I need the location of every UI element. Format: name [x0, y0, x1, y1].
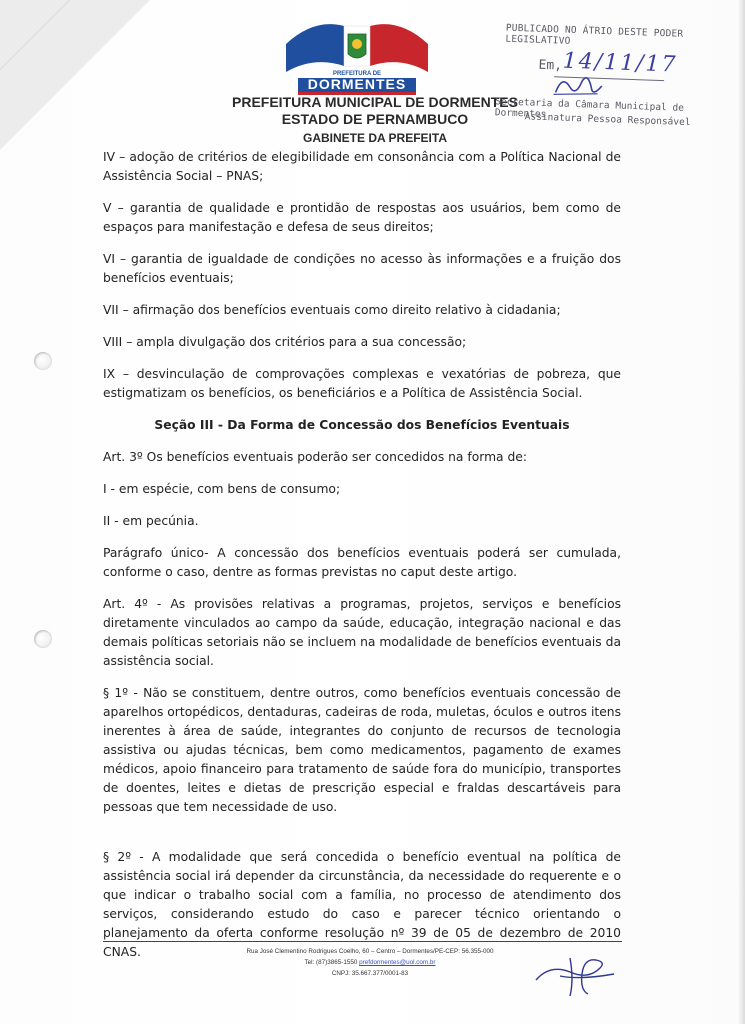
stamp-heading: PUBLICADO NO ÁTRIO DESTE PODER LEGISLATIVO	[505, 22, 684, 47]
municipal-logo	[274, 14, 440, 98]
punch-hole-top	[34, 352, 52, 370]
flag-emblem-icon	[274, 14, 440, 98]
document-body	[103, 148, 621, 975]
spacer	[103, 830, 621, 848]
punch-hole-bottom	[34, 630, 52, 648]
stamp-date-label: Em,	[538, 57, 563, 74]
item-i: I - em espécie, com bens de consumo;	[103, 482, 341, 496]
logo-top-text: PREFEITURA DE	[332, 71, 382, 77]
signature-icon	[530, 950, 620, 1000]
clause-iv: IV – adoção de critérios de elegibilidade em consonância com a Política Nacional de Assistência Social – PNAS;	[103, 150, 621, 183]
footer-phone: Tel: (87)3865-1550	[304, 959, 358, 966]
stamp-handwritten-date: 14/11/17	[562, 48, 678, 78]
page-edge-shadow	[737, 0, 745, 1024]
paragraph-2: § 2º - A modalidade que será concedida o benefício eventual na política de assistência social irá depender da circunstância, da necessidade do requerente e o que indicar o trabalho social com a família, no processo de atendimento dos serviços, considerando estudo do caso e parecer técnico orientando o planejamento da oferta conforme resolução nº 39 de 05 de dezembro de 2010 CNAS.	[103, 850, 621, 959]
paragrafo-unico: Parágrafo único- A concessão dos benefícios eventuais poderá ser cumulada, conforme o caso, dentre as formas previstas no caput deste artigo.	[103, 546, 621, 579]
header-office: GABINETE DA PREFEITA	[302, 131, 447, 145]
footer-address: Rua José Clementino Rodrigues Coelho, 60 – Centro – Dormentes/PE-CEP: 56.355-000	[246, 948, 494, 955]
logo-main-text: DORMENTES	[307, 76, 407, 92]
clause-viii: VIII – ampla divulgação dos critérios para a sua concessão;	[103, 335, 467, 349]
stamp-secretariat: Secretaria da Câmara Municipal de Dormentes	[494, 96, 685, 121]
footer-cnpj: CNPJ: 35.667.377/0001-83	[331, 970, 409, 977]
article-4: Art. 4º - As provisões relativas a programas, projetos, serviços e benefícios diretamente vinculados ao campo da saúde, educação, integração nacional e das demais políticas setoriais não se incluem na modalidade de benefícios eventuais da assistência social.	[103, 597, 621, 668]
clause-v: V – garantia de qualidade e prontidão de respostas aos usuários, bem como de espaços para manifestação e defesa de seus direitos;	[103, 201, 621, 234]
footer-divider	[103, 941, 622, 942]
footer-contact	[190, 959, 550, 966]
publication-stamp	[488, 18, 717, 146]
article-3: Art. 3º Os benefícios eventuais poderão ser concedidos na forma de:	[103, 450, 528, 464]
clause-vii: VII – afirmação dos benefícios eventuais como direito relativo à cidadania;	[103, 303, 561, 317]
clause-ix: IX – desvinculação de comprovações complexas e vexatórias de pobreza, que estigmatizam os benefícios, os beneficiários e a Política de Assistência Social.	[103, 367, 621, 400]
header-state: ESTADO DE PERNAMBUCO	[281, 111, 469, 127]
folded-corner	[0, 0, 150, 150]
stamp-initials-icon	[547, 72, 608, 100]
paragraph-1: § 1º - Não se constituem, dentre outros, como benefícios eventuais concessão de aparelhos ortopédicos, dentaduras, cadeiras de roda, muletas, óculos e outros itens inerentes à área de saúde, integrantes do conjunto de recursos de tecnologia assistiva ou ajudas técnicas, bem como medicamentos, pagamento de exames médicos, apoio financeiro para tratamento de saúde fora do município, transportes de doentes, leites e dietas de prescrição especial e fraldas descartáveis para pessoas que tem necessidade de uso.	[103, 686, 621, 814]
footer-email-link[interactable]: prefdormentes@uol.com.br	[359, 959, 436, 966]
clause-vi: VI – garantia de igualdade de condições no acesso às informações e a fruição dos benefícios eventuais;	[103, 252, 621, 285]
section-title: Seção III - Da Forma de Concessão dos Benefícios Eventuais	[154, 418, 570, 432]
stamp-signature-label: Assinatura Pessoa Responsável	[524, 111, 691, 129]
header-title: PREFEITURA MUNICIPAL DE DORMENTES	[232, 94, 518, 110]
item-ii: II - em pecúnia.	[103, 514, 199, 528]
